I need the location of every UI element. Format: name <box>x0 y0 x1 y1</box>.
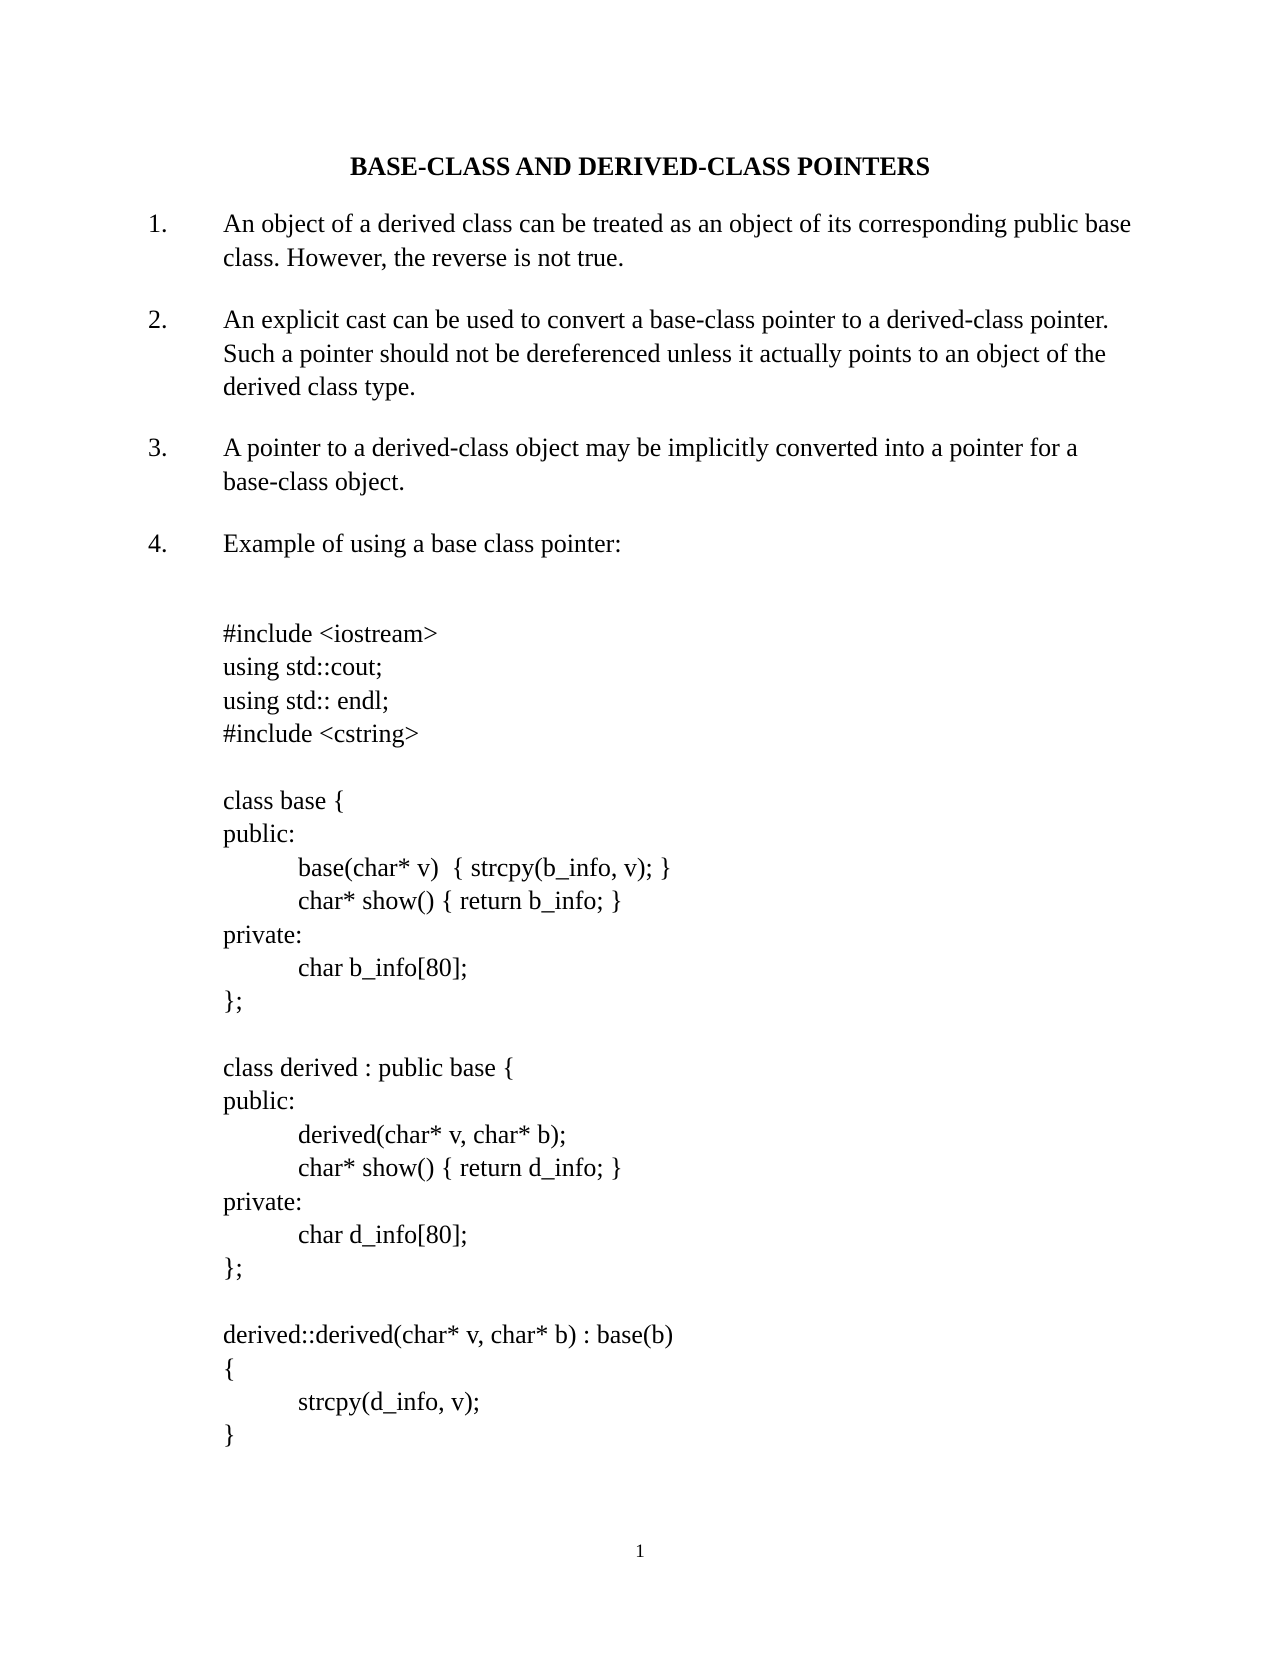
list-item-text: An explicit cast can be used to convert a base-class pointer to a derived-class pointer. Such a pointer should not be dereferenced unless it actually points to an object of the derived class type. <box>223 305 1109 401</box>
code-line: strcpy(d_info, v); <box>298 1386 480 1416</box>
list-item-2 <box>148 303 1138 404</box>
code-line: public: <box>223 819 296 849</box>
code-line: private: <box>223 1186 303 1216</box>
code-line: using std:: endl; <box>223 685 390 715</box>
code-blank-line <box>223 1285 1123 1318</box>
code-line: }; <box>223 1253 243 1283</box>
code-line: char d_info[80]; <box>298 1220 468 1250</box>
list-item-number: 3. <box>148 433 168 462</box>
list-item-number: 4. <box>148 529 168 558</box>
page-title: BASE-CLASS AND DERIVED-CLASS POINTERS <box>349 152 931 181</box>
code-blank-line <box>223 1018 1123 1051</box>
list-item-4 <box>148 527 1138 561</box>
list-item-text: A pointer to a derived-class object may be implicitly converted into a pointer for a base-class object. <box>223 433 1078 496</box>
code-line: private: <box>223 919 303 949</box>
code-line: { <box>223 1353 236 1383</box>
code-line: #include <iostream> <box>223 619 438 648</box>
list-item-1 <box>148 207 1138 274</box>
code-line: class base { <box>223 785 346 815</box>
code-line: }; <box>223 986 243 1016</box>
page-number: 1 <box>635 1541 645 1562</box>
code-example <box>223 617 1123 1452</box>
list-item-3 <box>148 431 1138 498</box>
code-line: } <box>223 1420 236 1450</box>
code-line: using std::cout; <box>223 652 383 682</box>
list-item-text: An object of a derived class can be treated as an object of its corresponding public base class. However, the reverse is not true. <box>223 209 1132 272</box>
code-line: derived::derived(char* v, char* b) : base(b) <box>223 1320 674 1350</box>
list-item-number: 1. <box>148 209 168 238</box>
list-item-number: 2. <box>148 305 168 334</box>
code-line: class derived : public base { <box>223 1053 515 1083</box>
code-line: char* show() { return b_info; } <box>298 886 623 916</box>
code-line: derived(char* v, char* b); <box>298 1119 567 1149</box>
code-blank-line <box>223 751 1123 784</box>
code-line: public: <box>223 1086 296 1116</box>
code-line: base(char* v) { strcpy(b_info, v); } <box>298 852 672 882</box>
code-line: #include <cstring> <box>223 719 420 749</box>
code-line: char* show() { return d_info; } <box>298 1153 623 1183</box>
list-item-text: Example of using a base class pointer: <box>223 529 622 558</box>
code-line: char b_info[80]; <box>298 952 468 982</box>
